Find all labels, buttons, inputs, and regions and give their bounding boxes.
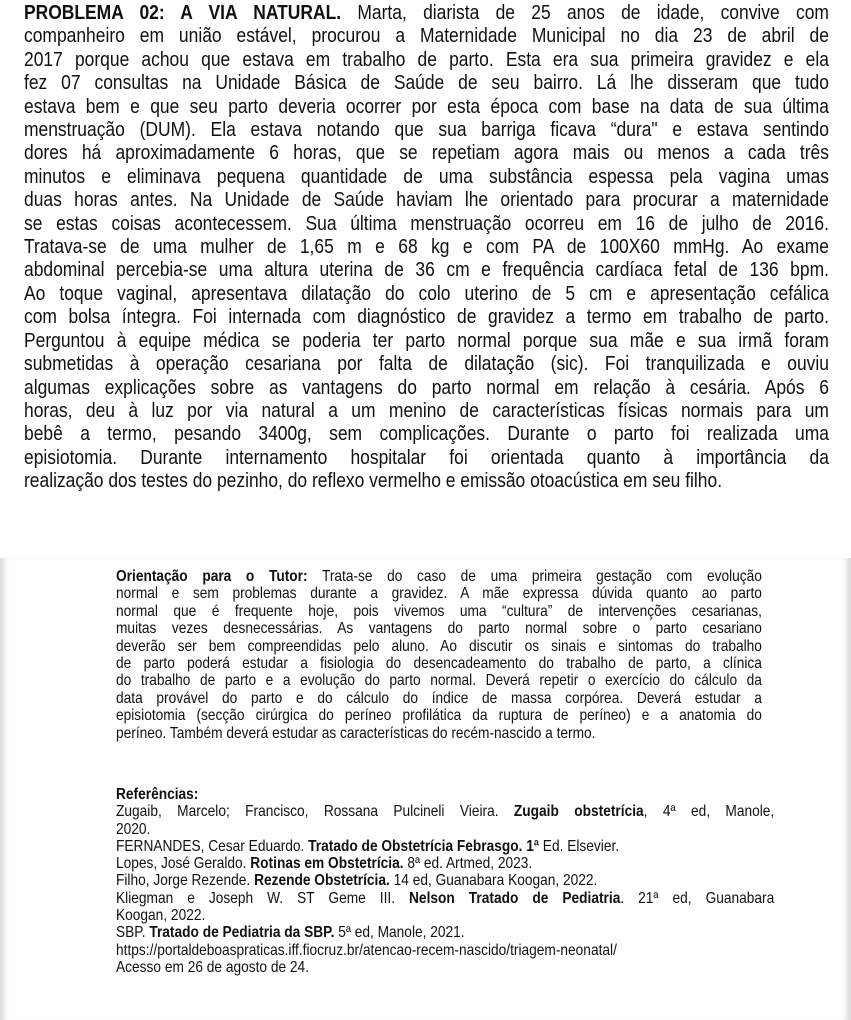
problem-line <box>24 470 829 493</box>
text: algumas explicações sobre as vantagens do parto normal em relação à cesária. Após 6 <box>24 376 829 399</box>
bold-text: Tratado de Obstetrícia Febrasgo. 1ª <box>308 837 539 855</box>
text: Zugaib, Marcelo; Francisco, Rossana Pulcineli Vieira. <box>116 803 514 821</box>
text: FERNANDES, Cesar Eduardo. <box>116 837 309 855</box>
text: 14 ed, Guanabara Koogan, 2022. <box>389 872 598 890</box>
text: normal e sem problemas durante a gravidez. A mãe expressa dúvida quanto ao parto <box>116 585 762 603</box>
tutor-line <box>116 620 762 637</box>
text: de parto poderá estudar a fisiologia do desencadeamento do trabalho de parto, a clínica <box>116 655 762 673</box>
bold-text: Rotinas em Obstetrícia. <box>250 855 404 873</box>
text: muitas vezes desnecessárias. As vantagens do parto normal sobre o parto cesariano <box>116 620 762 638</box>
text: data provável do parto e do cálculo do índice de massa corpórea. Deverá estudar a <box>116 689 762 707</box>
problem-line <box>24 142 829 165</box>
problem-line <box>24 353 829 376</box>
problem-line <box>24 283 829 306</box>
text: abdominal percebia-se uma altura uterina de 36 cm e frequência cardíaca fetal de 136 bpm. <box>24 259 829 282</box>
references-line <box>116 890 774 907</box>
references-line <box>116 803 774 820</box>
problem-line <box>24 400 829 423</box>
problem-line <box>24 72 829 95</box>
text: Filho, Jorge Rezende. <box>116 872 255 890</box>
text: Perguntou à equipe médica se poderia ter parto normal porque sua mãe e sua irmã foram <box>24 329 829 352</box>
references-line <box>116 821 774 838</box>
text: deverão ser bem compreendidas pelo aluno. Ao discutir os sinais e sintomas do trabalho <box>116 637 762 655</box>
text: episiotomia. Durante internamento hospitalar foi orientada quanto à importância da <box>24 446 829 469</box>
tutor-line <box>116 603 762 620</box>
problem-line <box>24 423 829 446</box>
problem-line <box>24 96 829 119</box>
tutor-line <box>116 690 762 707</box>
bold-text: Tratado de Pediatria da SBP. <box>149 924 335 942</box>
tutor-line <box>116 655 762 672</box>
text: minutos e eliminava pequena quantidade de uma substância espessa pela vagina umas <box>24 165 829 188</box>
text: horas, deu à luz por via natural a um menino de características físicas normais para um <box>24 399 829 422</box>
references-line <box>116 786 774 803</box>
text: 2017 porque achou que estava em trabalho de parto. Esta era sua primeira gravidez e ela <box>24 48 829 71</box>
text: períneo. Também deverá estudar as características do recém-nascido a termo. <box>116 724 596 742</box>
text: duas horas antes. Na Unidade de Saúde haviam lhe orientado para procurar a maternidade <box>24 189 829 212</box>
bold-text: Orientação para o Tutor: <box>116 568 308 585</box>
problem-statement <box>24 2 829 494</box>
text: Koogan, 2022. <box>116 907 206 925</box>
tutor-line <box>116 707 762 724</box>
text: Trata-se do caso de uma primeira gestação com evolução <box>307 568 762 585</box>
problem-line <box>24 49 829 72</box>
text: Tratava-se de uma mulher de 1,65 m e 68 kg e com PA de 100X60 mmHg. Ao exame <box>24 236 829 259</box>
references-line <box>116 872 774 889</box>
text: se estas coisas acontecessem. Sua última menstruação ocorreu em 16 de julho de 2016. <box>24 212 829 235</box>
problem-line <box>24 447 829 470</box>
references-line <box>116 855 774 872</box>
text: 2020. <box>116 820 151 838</box>
text: Ed. Elsevier. <box>538 837 620 855</box>
text: 8ª ed. Artmed, 2023. <box>403 855 533 873</box>
problem-line <box>24 306 829 329</box>
problem-line <box>24 119 829 142</box>
text: episiotomia (secção cirúrgica do períneo profilática da ruptura de períneo) e a anatomia do <box>116 707 762 725</box>
tutor-line <box>116 585 762 602</box>
references-line <box>116 907 774 924</box>
problem-line <box>24 166 829 189</box>
text: 5ª ed, Manole, 2021. <box>334 924 465 942</box>
text: menstruação (DUM). Ela estava notando que sua barriga ficava “dura" e estava sentindo <box>24 119 829 142</box>
text: do trabalho de parto e a evolução do parto normal. Deverá repetir o exercício do cálculo da <box>116 672 762 690</box>
problem-line <box>24 189 829 212</box>
text: realização dos testes do pezinho, do reflexo vermelho e emissão otoacústica em seu filho. <box>24 470 723 493</box>
references-line <box>116 942 774 959</box>
text: com bolsa íntegra. Foi internada com diagnóstico de gravidez a termo em trabalho de parto. <box>24 306 829 329</box>
text: bebê a termo, pesando 3400g, sem complicações. Durante o parto foi realizada uma <box>24 423 829 446</box>
text: Ao toque vaginal, apresentava dilatação do colo uterino de 5 cm e apresentação cefálica <box>24 282 829 305</box>
text: . 21ª ed, Guanabara <box>620 889 775 907</box>
problem-line <box>24 236 829 259</box>
problem-line <box>24 259 829 282</box>
problem-line <box>24 2 829 25</box>
bold-text: Nelson Tratado de Pediatria <box>409 889 621 907</box>
tutor-guidance <box>116 568 762 742</box>
references-line <box>116 924 774 941</box>
bold-text: PROBLEMA 02: A VIA NATURAL. <box>24 2 342 24</box>
references-list <box>116 786 774 976</box>
problem-line <box>24 377 829 400</box>
text: , 4ª ed, Manole, <box>643 803 775 821</box>
text: fez 07 consultas na Unidade Básica de Saúde de seu bairro. Lá lhe disseram que tudo <box>24 72 829 95</box>
text: dores há aproximadamente 6 horas, que se repetiam agora mais ou menos a cada três <box>24 142 829 165</box>
tutor-line <box>116 725 762 742</box>
tutor-line <box>116 638 762 655</box>
text: submetidas à operação cesariana por falta de dilatação (sic). Foi tranquilizada e ouviu <box>24 353 829 376</box>
references-line <box>116 838 774 855</box>
problem-line <box>24 213 829 236</box>
text: companheiro em união estável, procurou a Maternidade Municipal no dia 23 de abril de <box>24 25 829 48</box>
text: SBP. <box>116 924 150 942</box>
tutor-line <box>116 568 762 585</box>
text: estava bem e que seu parto deveria ocorrer por esta época com base na data de sua última <box>24 95 829 118</box>
text: Kliegman e Joseph W. ST Geme III. <box>116 889 410 907</box>
tutor-line <box>116 672 762 689</box>
problem-line <box>24 25 829 48</box>
text: Lopes, José Geraldo. <box>116 855 251 873</box>
text: normal que é frequente hoje, pois vivemos uma “cultura” de intervenções cesarianas, <box>116 602 762 620</box>
text: Acesso em 26 de agosto de 24. <box>116 958 310 976</box>
text: Marta, diarista de 25 anos de idade, convive com <box>341 2 829 24</box>
bold-text: Referências: <box>116 786 199 803</box>
text: https://portaldeboaspraticas.iff.fiocruz.br/atencao-recem-nascido/triagem-neonatal/ <box>116 941 617 959</box>
references-line <box>116 959 774 976</box>
problem-line <box>24 330 829 353</box>
bold-text: Zugaib obstetrícia <box>513 803 644 821</box>
bold-text: Rezende Obstetrícia. <box>254 872 390 890</box>
